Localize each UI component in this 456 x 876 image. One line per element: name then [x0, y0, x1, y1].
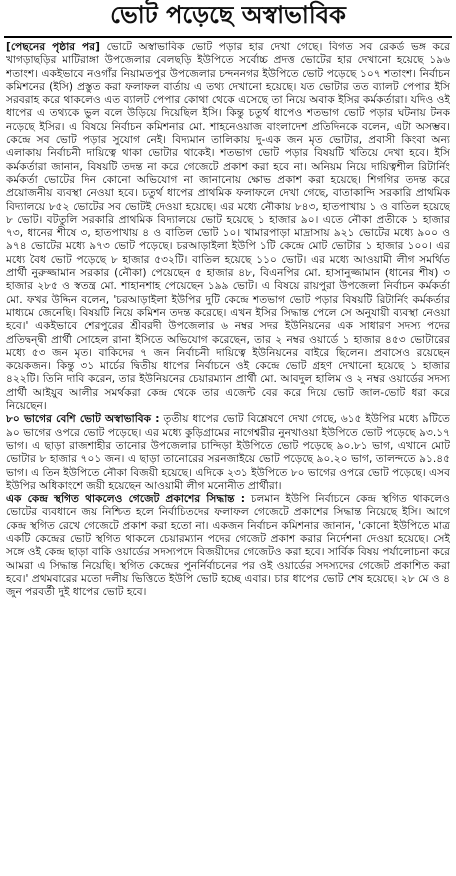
headline-divider: [4, 36, 452, 38]
article-body: [6, 41, 450, 871]
subheading-abnormal-votes: ৮০ ভাগের বেশি ভোট অস্বাভাবিক :: [6, 413, 160, 426]
paragraph-text: তৃতীয় ধাপের ভোট বিশ্লেষণে দেখা গেছে, ৬১৫ ইউপির মধ্যে ৯টিতে ৯০ ভাগের ওপরে ভোট পড়েছে। এর মধ্যে কুড়িগ্রামের নাগেশ্বরীর নুনখাওয়া ইউপিতে ভোট পড়েছে ৯৩.১৭ ভাগ। এ ছাড়া রাজশাহীর তানোর উপজেলার চান্দিড়া ইউপিতে ভোট পড়েছে ৯০.৮১ ভাগ, এখানে মোট ভোটার ৮ হাজার ৭০১ জন। এ ছাড়া তানোরের সরনজাইয়ে ভোট পড়েছে ৯০.২০ ভাগ, তালন্দতে ৯১.৪৫ ভাগ। এ তিন ইউপিতে নৌকা বিজয়ী হয়েছে। এদিকে ২৩১ ইউপিতে ৮০ ভাগের ওপরে ভোট পড়েছে। এসব ইউপির অধিকাংশে জয়ী হয়েছেন আওয়ামী লীগ মনোনীত প্রার্থীরা।: [6, 413, 450, 492]
headline: ভোট পড়েছে অস্বাভাবিক: [110, 0, 346, 29]
paragraph-abnormal-votes: [6, 413, 450, 493]
paragraph-intro: [6, 41, 450, 413]
continuation-kicker: [পেছনের পৃষ্ঠার পর]: [6, 41, 100, 53]
paragraph-text: চলমান ইউপি নির্বাচনে কেন্দ্র স্থগিত থাকলেও ভোটের ব্যবধানে জয় নিশ্চিত হলে নির্বাচিতদের ফলাফল গেজেটে প্রকাশের সিদ্ধান্ত নিয়েছে ইসি। আগে কেন্দ্র স্থগিত রেখে গেজেটে প্রকাশ করা হতো না। একজন নির্বাচন কমিশনার জানান, 'কোনো ইউপিতে মাত্র একটি কেন্দ্রের ভোট স্থগিত থাকলে চেয়ারম্যান পদের গেজেট প্রকাশ করার নির্দেশনা দেওয়া হয়েছে। সেই সঙ্গে ওই কেন্দ্র ছাড়া বাকি ওয়ার্ডের সদস্যপদে বিজয়ীদের গেজেটও করা হবে। সার্বিক বিষয় পর্যালোচনা করে আমরা এ সিদ্ধান্ত নিয়েছি। স্থগিত কেন্দ্রের পুনর্নির্বাচনের পর ওই ওয়ার্ডের সদস্যদের গেজেট প্রকাশিত করা হবে।' প্রথমবারের মতো দলীয় ভিত্তিতে ইউপি ভোট হচ্ছে এবার। চার ধাপের ভোট শেষ হয়েছে। ২৮ মে ও ৪ জুন পরবর্তী দুই ধাপের ভোট হবে।: [6, 493, 450, 599]
paragraph-gazette-decision: [6, 493, 450, 599]
paragraph-text: ভোটে অস্বাভাবিক ভোট পড়ার হার দেখা গেছে। বিগত সব রেকর্ড ভঙ্গ করে খাগড়াছড়ির মাটিরাঙ্গা উপজেলার বেলছড়ি ইউপিতে সর্বোচ্চ প্রদত্ত ভোটের হার দেখানো হয়েছে ১৯৬ শতাংশ। একইভাবে নওগাঁর নিয়ামতপুর উপজেলার চন্দননগর ইউপিতে ভোট পড়েছে ১০৭ শতাংশ। নির্বাচন কমিশনের (ইসি) প্রস্তুত করা ফলাফল বার্তায় এ তথ্য দেখানো হয়েছে। যত ভোটার তত ব্যালট পেপার ইসি সরবরাহ করে থাকলেও এত ব্যালট পেপার কোথা থেকে এসেছে তা নিয়ে অবাক ইসির কর্মকর্তারা। যদিও ওই ধাপের এ তথ্যকে ভুল বলে উড়িয়ে দিয়েছিল ইসি। কিন্তু চতুর্থ ধাপেও শতভাগ ভোট পড়ার ঘটনায় টনক নড়েছে ইসির। এ বিষয়ে নির্বাচন কমিশনার মো. শাহনেওয়াজ বাংলাদেশ প্রতিদিনকে বলেন, এটা অসম্ভব। কেন্দ্রে সব ভোট পড়ার সুযোগ নেই। বিদ্যমান তালিকায় দু-এক জন মৃত ভোটার, প্রবাসী কিংবা অন্য এলাকায় নির্বাচনী দায়িত্বে থাকা ভোটার থাকেই। শতভাগ ভোট পড়ার বিষয়টি খতিয়ে দেখা হবে। ইসি কর্মকর্তারা জানান, বিষয়টি তদন্ত না করে গেজেটে প্রকাশ করা হবে না। অনিয়ম নিয়ে দায়িত্বশীল রিটার্নিং কর্মকর্তা ভোটের দিন কোনো অভিযোগ না জানানোয় ক্ষোভ প্রকাশ করা হয়েছে। শিগগির তদন্ত করে প্রয়োজনীয় ব্যবস্থা নেওয়া হবে। চতুর্থ ধাপের প্রাথমিক ফলাফলে দেখা গেছে, বাতাকান্দি সরকারি প্রাথমিক বিদ্যালয়ে ৮৫২ ভোটের সব ভোটই দেওয়া হয়েছে। এর মধ্যে নৌকায় ৮৪৩, হাতপাখায় ১ ও বাতিল হয়েছে ৮ ভোট। বটতুলি সরকারি প্রাথমিক বিদ্যালয়ে ভোট হয়েছে ১ হাজার ৯০। এতে নৌকা প্রতীকে ১ হাজার ৭৩, ধানের শীষে ৩, হাতপাখায় ৪ ও বাতিল ভোট ১০। খামারপাড়া মাদ্রাসায় ৯২১ ভোটের মধ্যে ৯০০ ও ৯৭৪ ভোটের মধ্যে ৯৭৩ ভোট পড়েছে। চরআড়াইলা ইউপি ১টি কেন্দ্রে মোট ভোটার ১ হাজার ১০০। এর মধ্যে বৈধ ভোট পড়েছে ৮ হাজার ৫৩২টি। বাতিল হয়েছে ১১০ ভোট। এর মধ্যে আওয়ামী লীগ সমর্থিত প্রার্থী নুরুজ্জামান সরকার (নৌকা) পেয়েছেন ৫ হাজার ৪৮, বিএনপির মো. হাসানুজ্জামান (ধানের শীষ) ৩ হাজার ২৮৫ ও স্বতন্ত্র মো. শাহানশাহ পেয়েছেন ১৯৯ ভোট। এ বিষয়ে রায়পুরা উপজেলা নির্বাচন কর্মকর্তা মো. ফখর উদ্দিন বলেন, 'চরআড়াইলা ইউপির দুটি কেন্দ্রে শতভাগ ভোট পড়ার বিষয়টি রিটার্নিং কর্মকর্তার মাধ্যমে জেনেছি। বিষয়টি নিয়ে কমিশন তদন্ত করেছে। এখন ইসির সিদ্ধান্ত পেলে সে অনুযায়ী ব্যবস্থা নেওয়া হবে।' একইভাবে শেরপুরের শ্রীবরদী উপজেলার ৬ নম্বর সদর ইউনিয়নের এক সাধারণ সদস্য পদের প্রতিদ্বন্দ্বী প্রার্থী সোহেল রানা ইসিতে অভিযোগ করেছেন, তার ২ নম্বর ওয়ার্ডে ১ হাজার ৪৫৩ ভোটারের মধ্যে ৫৩ জন মৃত। বাকিদের ৭ জন নির্বাচনী দায়িত্বে ইউনিয়নের বাইরে ছিলেন। প্রবাসেও রয়েছেন কয়েকজন। কিন্তু ৩১ মার্চের দ্বিতীয় ধাপের নির্বাচনে ওই কেন্দ্রে ভোট গ্রহণ দেখানো হয়েছে ১ হাজার ৪২২টি। তিনি দাবি করেন, তার ইউনিয়নের চেয়ারম্যান প্রার্থী মো. আবদুল হালিম ও ২ নম্বর ওয়ার্ডের সদস্য প্রার্থী আইয়ুব আলীর সমর্থকরা কেন্দ্র থেকে তার এজেন্ট বের করে দিয়ে ভোট জাল-ভোট ধরা করে নিয়েছেন।: [6, 41, 450, 413]
subheading-gazette-decision: এক কেন্দ্র স্থগিত থাকলেও গেজেট প্রকাশের সিদ্ধান্ত :: [6, 493, 245, 506]
